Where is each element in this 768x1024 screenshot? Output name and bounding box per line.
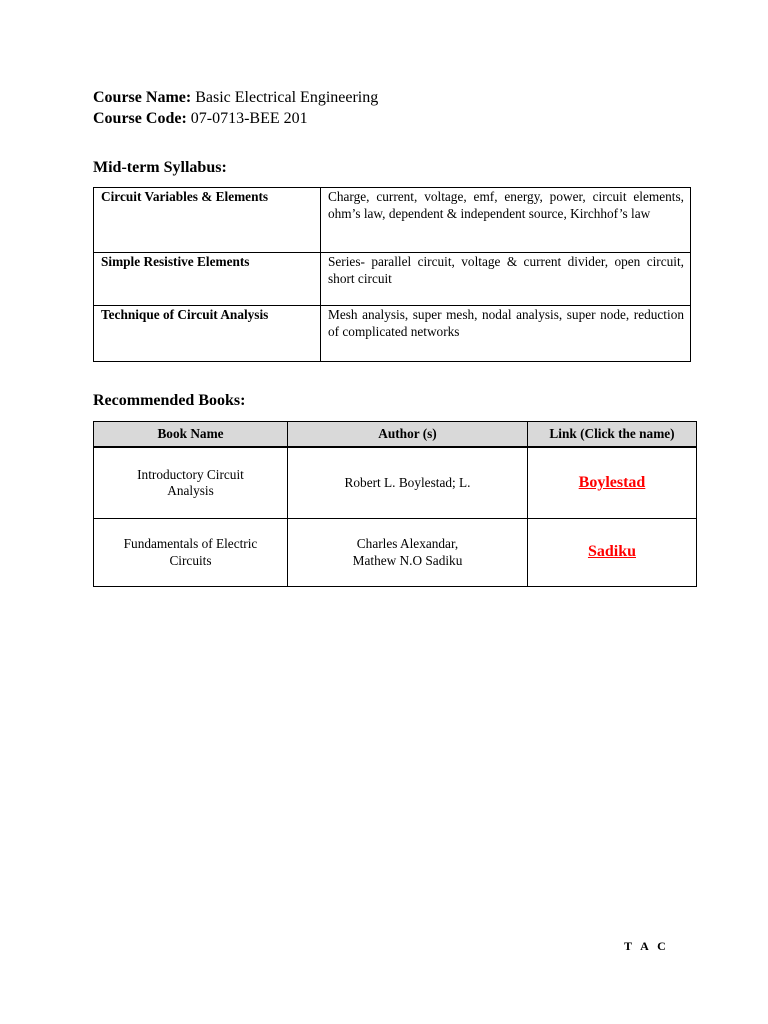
books-heading: Recommended Books: (93, 392, 246, 409)
column-header-author: Author (s) (288, 422, 528, 448)
book-link-boylestad[interactable]: Boylestad (578, 473, 646, 491)
column-header-link: Link (Click the name) (528, 422, 697, 448)
book-link-sadiku[interactable]: Sadiku (587, 543, 637, 561)
course-name-value: Basic Electrical Engineering (195, 89, 379, 106)
book-title-cell (94, 519, 288, 587)
course-code-label: Course Code: (93, 110, 187, 127)
syllabus-detail: Charge, current, voltage, emf, energy, power, circuit elements, ohm’s law, dependent & independent source, Kirchhof’s law (321, 188, 691, 253)
book-author-cell (288, 447, 528, 519)
book-author-cell (288, 519, 528, 587)
book-row (94, 447, 697, 519)
syllabus-row (94, 188, 691, 253)
syllabus-row (94, 306, 691, 362)
book-author-line: Mathew N.O Sadiku (352, 552, 463, 568)
syllabus-topic: Technique of Circuit Analysis (94, 306, 321, 362)
syllabus-detail: Mesh analysis, super mesh, nodal analysis, super node, reduction of complicated networks (321, 306, 691, 362)
course-code-value: 07-0713-BEE 201 (190, 110, 308, 127)
syllabus-topic: Simple Resistive Elements (94, 253, 321, 306)
column-header-book-name: Book Name (94, 422, 288, 448)
book-row (94, 519, 697, 587)
syllabus-row (94, 253, 691, 306)
books-table (93, 421, 697, 587)
syllabus-topic: Circuit Variables & Elements (94, 188, 321, 253)
syllabus-heading: Mid-term Syllabus: (93, 159, 227, 176)
book-link-cell (528, 447, 697, 519)
book-author-line: Charles Alexandar, (356, 536, 459, 551)
book-title-line: Circuits (169, 552, 212, 568)
course-code-line (93, 109, 308, 129)
book-link-cell (528, 519, 697, 587)
book-title-line: Analysis (167, 483, 214, 498)
book-title-line: Introductory Circuit (137, 466, 244, 482)
course-name-label: Course Name: (93, 89, 192, 106)
footer-initials: T A C (624, 939, 669, 953)
book-title-cell (94, 447, 288, 519)
books-header-row (94, 422, 697, 448)
syllabus-detail: Series- parallel circuit, voltage & current divider, open circuit, short circuit (321, 253, 691, 306)
course-name-line (93, 88, 378, 108)
book-author-line: Robert L. Boylestad; L. (344, 474, 471, 490)
syllabus-table (93, 187, 691, 362)
book-title-line: Fundamentals of Electric (123, 536, 258, 551)
